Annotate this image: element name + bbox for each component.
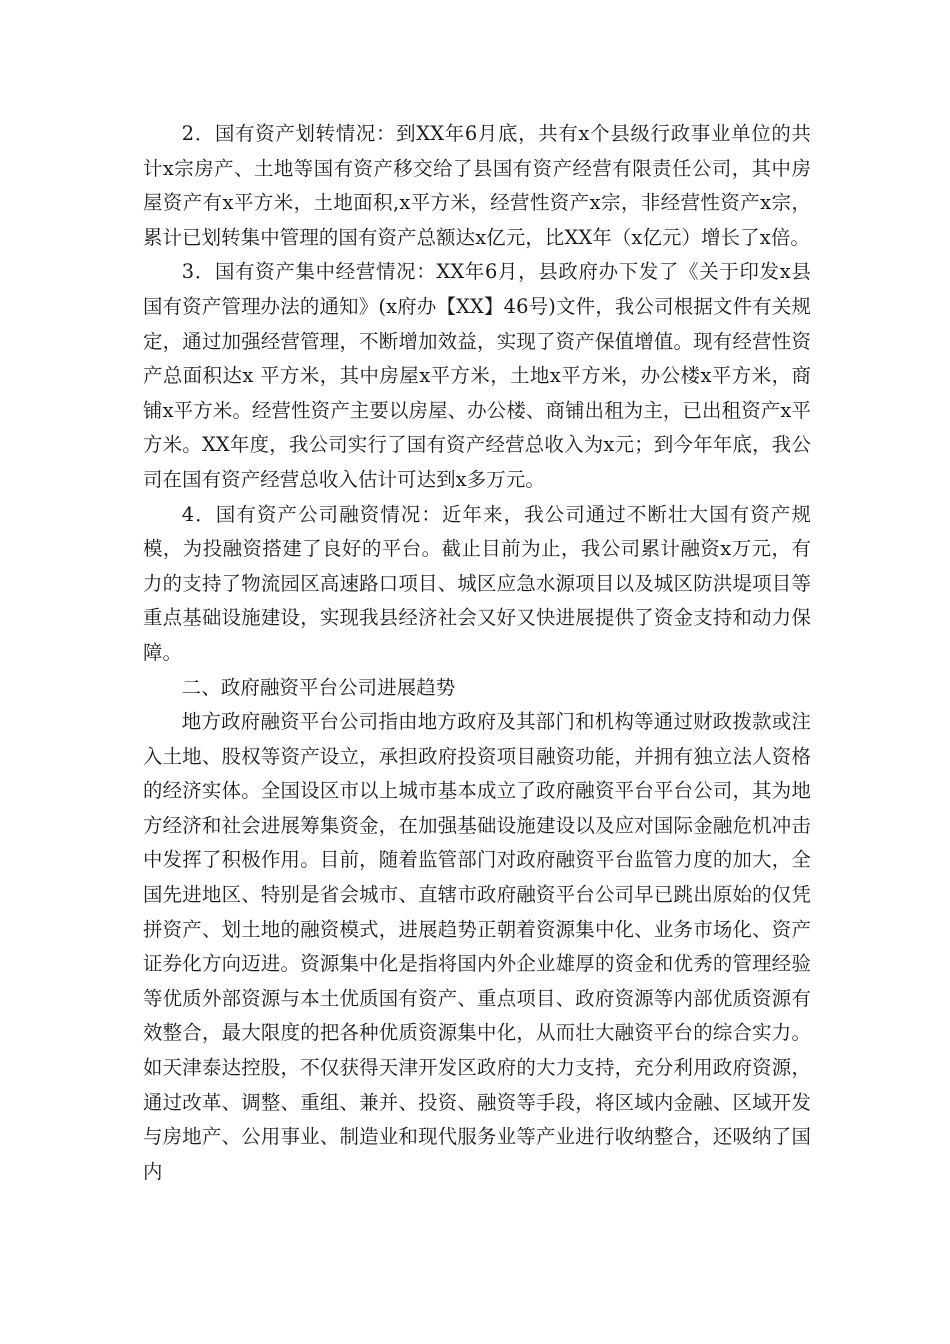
paragraph-financing: 4．国有资产公司融资情况：近年来，我公司通过不断壮大国有资产规模，为投融资搭建了良好的平台。截止目前为止，我公司累计融资x万元，有力的支持了物流园区高速路口项目、城区应急水源项目以及城区防洪堤项目等重点基础设施建设，实现我县经济社会又好又快进展提供了资金支持和动力保障。 — [143, 502, 811, 664]
paragraph-centralized-operation: 3．国有资产集中经营情况：XX年6月，县政府办下发了《关于印发x县国有资产管理办法的通知》(x府办【XX】46号)文件，我公司根据文件有关规定，通过加强经营管理，不断增加效益，实现了资产保值增值。现有经营性资产总面积达x 平方米，其中房屋x平方米，土地x平方米，办公楼x平方米，商铺x平方米。经营性资产主要以房屋、办公楼、商铺出租为主，已出租资产x平方米。XX年度，我公司实行了国有资产经营总收入为x元；到今年年底，我公司在国有资产经营总收入估计可达到x多万元。 — [143, 260, 811, 491]
paragraph-platform-trends: 地方政府融资平台公司指由地方政府及其部门和机构等通过财政拨款或注入土地、股权等资产设立，承担政府投资项目融资功能，并拥有独立法人资格的经济实体。全国设区市以上城市基本成立了政府融资平台平台公司，其为地方经济和社会进展筹集资金，在加强基础设施建设以及应对国际金融危机冲击中发挥了积极作用。目前，随着监管部门对政府融资平台监管力度的加大，全国先进地区、特别是省会城市、直辖市政府融资平台公司早已跳出原始的仅凭拼资产、划土地的融资模式，进展趋势正朝着资源集中化、业务市场化、资产证券化方向迈进。资源集中化是指将国内外企业雄厚的资金和优秀的管理经验等优质外部资源与本土优质国有资产、重点项目、政府资源等内部优质资源有效整合，最大限度的把各种优质资源集中化，从而壮大融资平台的综合实力。如天津泰达控股，不仅获得天津开发区政府的大力支持，充分利用政府资源，通过改革、调整、重组、兼并、投资、融资等手段，将区域内金融、区域开发与房地产、公用事业、制造业和现代服务业等产业进行收纳整合，还吸纳了国内 — [143, 710, 811, 1183]
paragraph-asset-transfer: 2．国有资产划转情况：到XX年6月底，共有x个县级行政事业单位的共计x宗房产、土地等国有资产移交给了县国有资产经营有限责任公司，其中房屋资产有x平方米，土地面积,x平方米，经营性资产x宗，非经营性资产x宗，累计已划转集中管理的国有资产总额达x亿元，比XX年（x亿元）增长了x倍。 — [143, 122, 811, 249]
document-body — [143, 117, 811, 1189]
section-heading: 二、政府融资平台公司进展趋势 — [181, 675, 456, 699]
